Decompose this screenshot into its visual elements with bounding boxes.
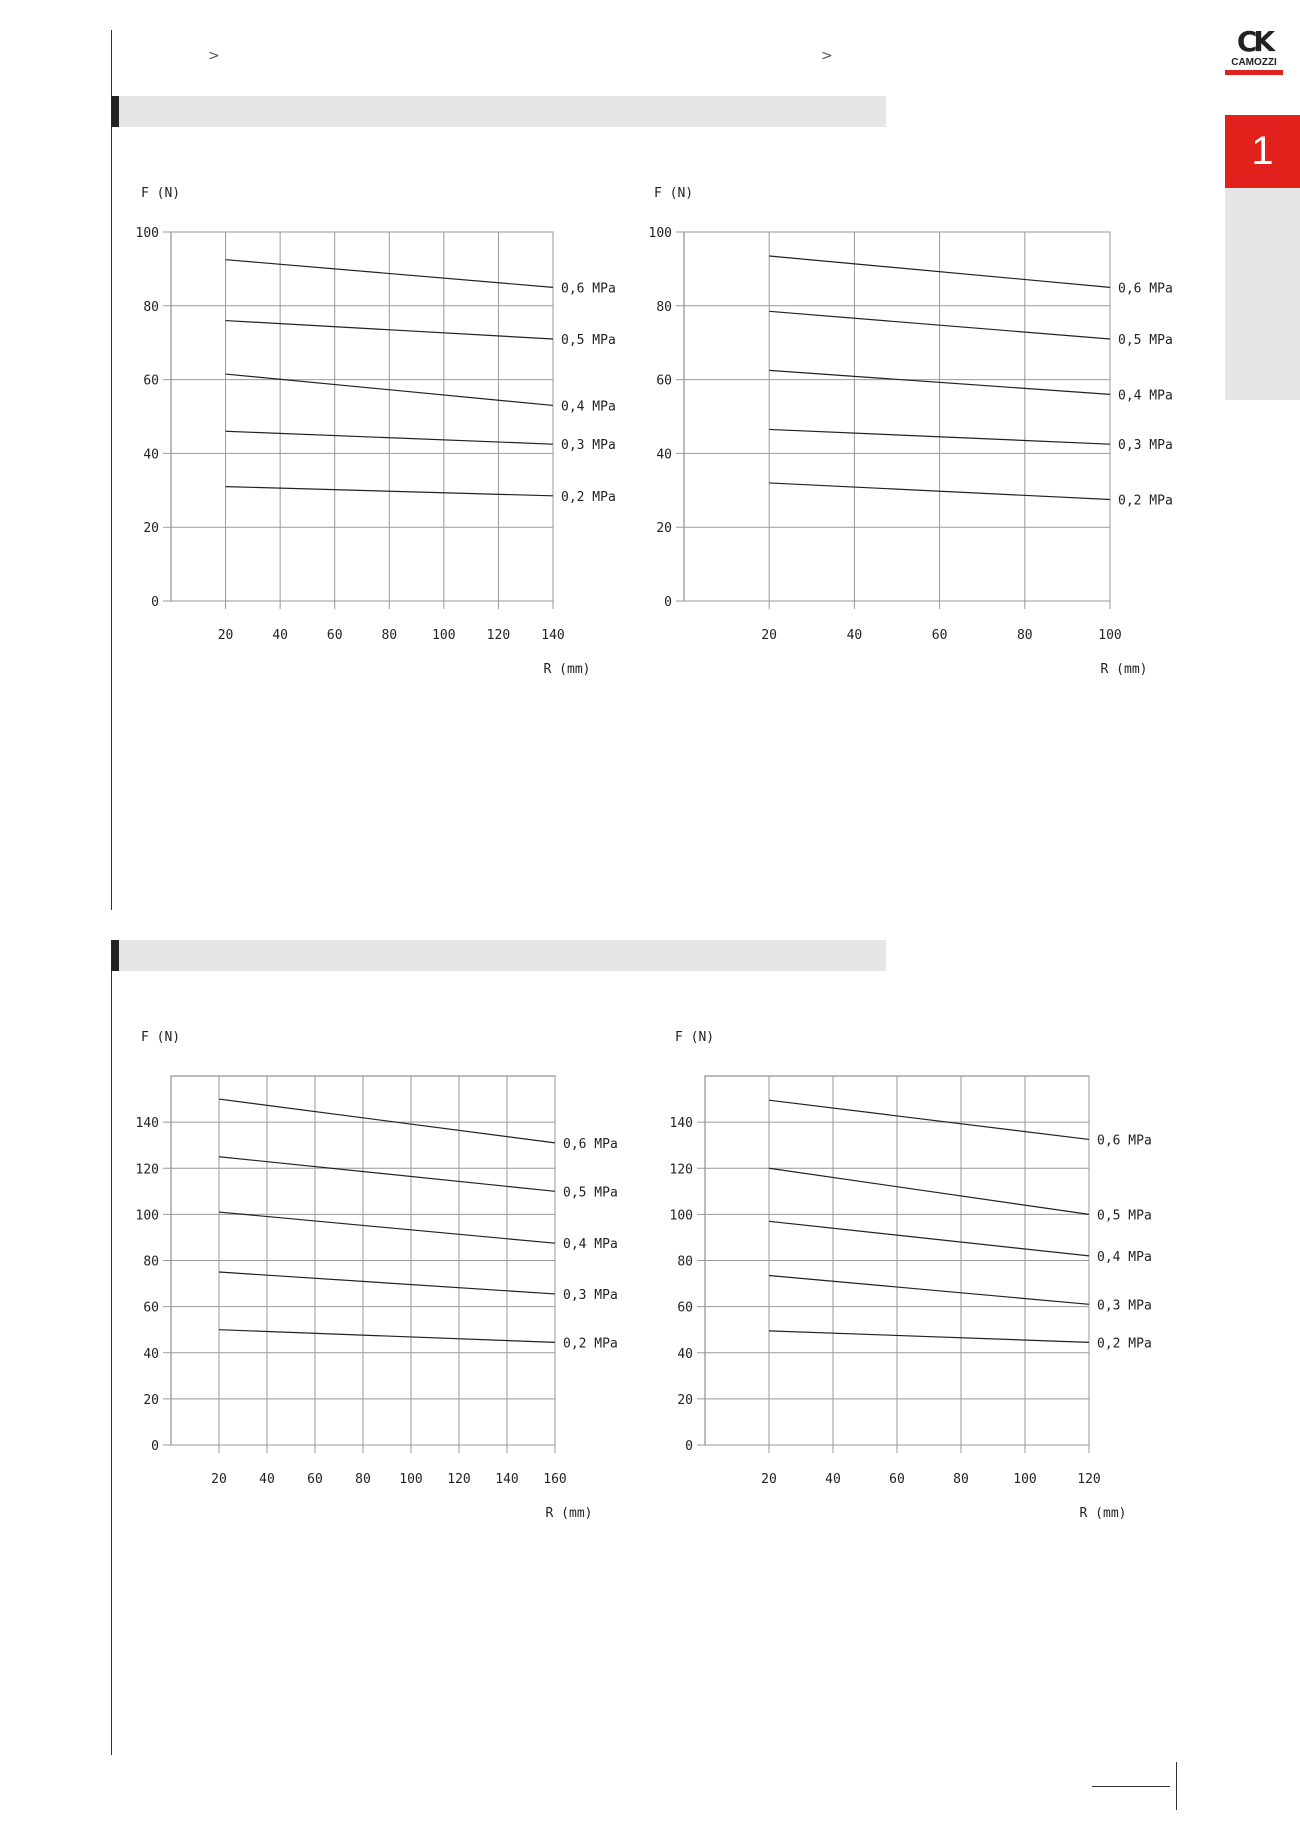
y-tick-label: 80 <box>143 1254 159 1270</box>
y-tick-label: 0 <box>685 1439 693 1454</box>
x-tick-label: 160 <box>543 1472 567 1487</box>
y-tick-label: 60 <box>656 373 672 389</box>
y-tick-label: 40 <box>143 447 159 463</box>
series-label: 0,6 MPa <box>563 1136 618 1152</box>
series-label: 0,3 MPa <box>1118 438 1173 454</box>
y-axis-label: F (N) <box>141 1030 181 1045</box>
x-tick-label: 120 <box>447 1472 471 1487</box>
x-tick-label: 100 <box>399 1472 423 1487</box>
x-tick-label: 100 <box>432 628 456 643</box>
y-tick-label: 140 <box>669 1116 693 1132</box>
series-line <box>769 1221 1089 1256</box>
x-tick-label: 80 <box>1016 628 1033 643</box>
x-tick-label: 80 <box>355 1472 371 1487</box>
y-tick-label: 20 <box>143 1392 159 1408</box>
series-label: 0,3 MPa <box>561 438 616 454</box>
series-label: 0,4 MPa <box>561 399 616 415</box>
x-tick-label: 120 <box>1077 1472 1101 1487</box>
y-axis-label: F (N) <box>675 1030 715 1045</box>
y-tick-label: 0 <box>151 595 159 610</box>
y-tick-label: 20 <box>656 521 672 537</box>
x-tick-label: 60 <box>889 1472 905 1487</box>
series-label: 0,5 MPa <box>563 1185 618 1201</box>
y-axis-label: F (N) <box>141 186 181 201</box>
y-tick-label: 80 <box>656 299 672 315</box>
x-axis-label: R (mm) <box>545 1506 593 1521</box>
x-tick-label: 40 <box>825 1472 841 1487</box>
x-tick-label: 40 <box>846 628 863 643</box>
y-tick-label: 80 <box>143 299 159 315</box>
x-tick-label: 40 <box>272 628 288 643</box>
series-line <box>769 1275 1089 1304</box>
y-tick-label: 20 <box>677 1392 693 1408</box>
y-tick-label: 100 <box>669 1208 693 1224</box>
x-tick-label: 140 <box>495 1472 519 1487</box>
series-label: 0,5 MPa <box>561 333 616 349</box>
x-tick-label: 60 <box>307 1472 323 1487</box>
y-tick-label: 100 <box>648 226 672 241</box>
y-tick-label: 100 <box>135 1208 159 1224</box>
series-label: 0,6 MPa <box>1097 1133 1152 1149</box>
x-tick-label: 20 <box>211 1472 227 1487</box>
y-tick-label: 60 <box>143 373 159 389</box>
x-tick-label: 60 <box>326 628 343 643</box>
logo-mark: CK <box>1236 25 1272 58</box>
y-tick-label: 60 <box>677 1300 693 1316</box>
series-label: 0,2 MPa <box>1097 1336 1152 1352</box>
logo-word: CAMOZZI <box>1231 57 1277 68</box>
x-tick-label: 60 <box>931 628 948 643</box>
x-axis-label: R (mm) <box>1079 1506 1127 1521</box>
series-label: 0,3 MPa <box>1097 1298 1152 1314</box>
series-label: 0,6 MPa <box>561 281 616 297</box>
series-label: 0,2 MPa <box>561 489 616 505</box>
series-line <box>769 1168 1089 1214</box>
x-axis-label: R (mm) <box>1100 662 1148 677</box>
y-tick-label: 80 <box>677 1254 693 1270</box>
chapter-tab[interactable]: 1 <box>1225 115 1300 188</box>
series-label: 0,4 MPa <box>1097 1249 1152 1265</box>
footer-rule <box>1092 1786 1170 1787</box>
x-tick-label: 80 <box>953 1472 969 1487</box>
series-label: 0,3 MPa <box>563 1287 618 1303</box>
series-line <box>769 1331 1089 1343</box>
x-tick-label: 20 <box>761 628 778 643</box>
series-label: 0,2 MPa <box>563 1336 618 1352</box>
x-tick-label: 80 <box>381 628 398 643</box>
y-tick-label: 100 <box>135 226 159 241</box>
y-tick-label: 60 <box>143 1300 159 1316</box>
y-tick-label: 120 <box>135 1162 159 1178</box>
series-line <box>769 1100 1089 1139</box>
series-label: 0,5 MPa <box>1097 1208 1152 1224</box>
breadcrumb-separator-right: > <box>821 48 833 64</box>
y-tick-label: 40 <box>143 1346 159 1362</box>
y-tick-label: 120 <box>669 1162 693 1178</box>
series-label: 0,5 MPa <box>1118 333 1173 349</box>
y-tick-label: 40 <box>656 447 672 463</box>
x-axis-label: R (mm) <box>543 662 591 677</box>
y-tick-label: 20 <box>143 521 159 537</box>
x-tick-label: 100 <box>1013 1472 1037 1487</box>
series-label: 0,4 MPa <box>563 1237 618 1253</box>
y-tick-label: 0 <box>664 595 672 610</box>
y-axis-label: F (N) <box>654 186 694 201</box>
x-tick-label: 20 <box>761 1472 777 1487</box>
series-label: 0,2 MPa <box>1118 493 1173 509</box>
x-tick-label: 140 <box>541 628 565 643</box>
x-tick-label: 120 <box>486 628 511 643</box>
y-tick-label: 40 <box>677 1346 693 1362</box>
x-tick-label: 100 <box>1098 628 1122 643</box>
y-tick-label: 0 <box>151 1439 159 1454</box>
y-tick-label: 140 <box>135 1116 159 1132</box>
series-label: 0,6 MPa <box>1118 281 1173 297</box>
x-tick-label: 20 <box>217 628 234 643</box>
footer-tick <box>1176 1762 1177 1810</box>
breadcrumb-separator-left: > <box>208 48 220 64</box>
series-label: 0,4 MPa <box>1118 388 1173 404</box>
x-tick-label: 40 <box>259 1472 275 1487</box>
